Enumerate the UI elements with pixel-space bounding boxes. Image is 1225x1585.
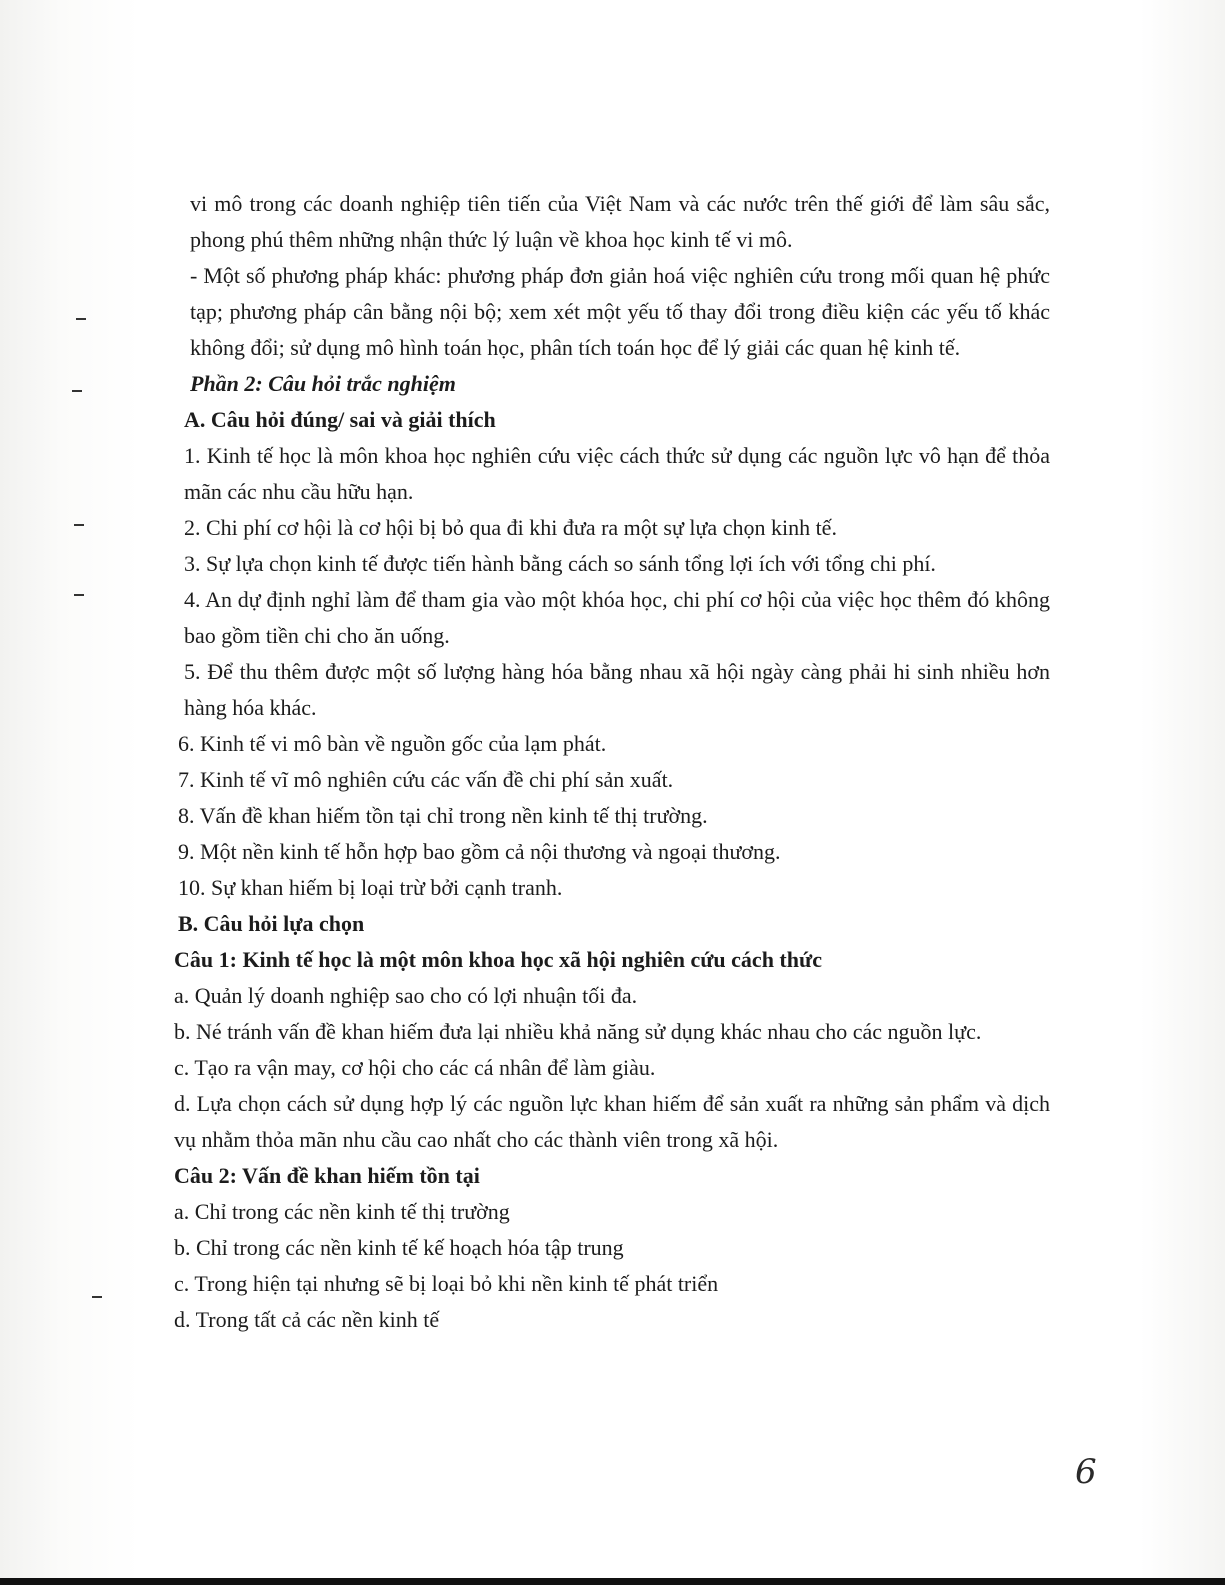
true-false-item: 9. Một nền kinh tế hỗn hợp bao gồm cả nội thương và ngoại thương. bbox=[178, 839, 781, 864]
question-1: Câu 1: Kinh tế học là một môn khoa học xã hội nghiên cứu cách thức bbox=[174, 947, 822, 972]
true-false-item: 1. Kinh tế học là môn khoa học nghiên cứu việc cách thức sử dụng các nguồn lực vô hạn để thỏa mãn các nhu cầu hữu hạn. bbox=[184, 443, 1050, 504]
question-1-option-d: d. Lựa chọn cách sử dụng hợp lý các nguồn lực khan hiếm để sản xuất ra những sản phẩm và dịch vụ nhằm thỏa mãn nhu cầu cao nhất cho các thành viên trong xã hội. bbox=[174, 1091, 1050, 1152]
intro-paragraph-1: vi mô trong các doanh nghiệp tiên tiến của Việt Nam và các nước trên thế giới để làm sâu sắc, phong phú thêm những nhận thức lý luận về khoa học kinh tế vi mô. bbox=[190, 191, 1050, 252]
true-false-item: 4. An dự định nghỉ làm để tham gia vào một khóa học, chi phí cơ hội của việc học thêm đó không bao gồm tiền chi cho ăn uống. bbox=[184, 587, 1050, 648]
question-2-option-d: d. Trong tất cả các nền kinh tế bbox=[174, 1307, 440, 1332]
true-false-item: 6. Kinh tế vi mô bàn về nguồn gốc của lạm phát. bbox=[178, 731, 607, 756]
part2-heading: Phần 2: Câu hỏi trắc nghiệm bbox=[190, 371, 456, 396]
question-2-option-c: c. Trong hiện tại nhưng sẽ bị loại bỏ khi nền kinh tế phát triển bbox=[174, 1271, 719, 1296]
margin-mark bbox=[92, 1296, 102, 1298]
true-false-item: 10. Sự khan hiếm bị loại trừ bởi cạnh tranh. bbox=[178, 875, 563, 900]
scan-edge bbox=[0, 1578, 1225, 1585]
question-1-option-b: b. Né tránh vấn đề khan hiếm đưa lại nhiều khả năng sử dụng khác nhau cho các nguồn lực. bbox=[174, 1019, 982, 1044]
true-false-item: 8. Vấn đề khan hiếm tồn tại chỉ trong nền kinh tế thị trường. bbox=[178, 803, 708, 828]
section-a-heading: A. Câu hỏi đúng/ sai và giải thích bbox=[184, 407, 496, 432]
true-false-item: 7. Kinh tế vĩ mô nghiên cứu các vấn đề chi phí sản xuất. bbox=[178, 767, 674, 792]
true-false-item: 3. Sự lựa chọn kinh tế được tiến hành bằng cách so sánh tổng lợi ích với tổng chi phí. bbox=[184, 551, 936, 576]
margin-mark bbox=[74, 524, 84, 526]
question-1-option-a: a. Quản lý doanh nghiệp sao cho có lợi nhuận tối đa. bbox=[174, 983, 638, 1008]
intro-paragraph-2: - Một số phương pháp khác: phương pháp đơn giản hoá việc nghiên cứu trong mối quan hệ phức tạp; phương pháp cân bằng nội bộ; xem xét một yếu tố thay đổi trong điều kiện các yếu tố khác không đổi; sử dụng mô hình toán học, phân tích toán học để lý giải các quan hệ kinh tế. bbox=[190, 263, 1050, 360]
question-1-option-c: c. Tạo ra vận may, cơ hội cho các cá nhân để làm giàu. bbox=[174, 1055, 656, 1080]
section-b-heading: B. Câu hỏi lựa chọn bbox=[178, 911, 365, 936]
true-false-item: 2. Chi phí cơ hội là cơ hội bị bỏ qua đi khi đưa ra một sự lựa chọn kinh tế. bbox=[184, 515, 837, 540]
margin-mark bbox=[74, 594, 84, 596]
question-2: Câu 2: Vấn đề khan hiếm tồn tại bbox=[174, 1163, 480, 1188]
question-2-option-a: a. Chỉ trong các nền kinh tế thị trường bbox=[174, 1199, 510, 1224]
margin-mark bbox=[72, 390, 82, 392]
document-content bbox=[170, 186, 1050, 1338]
page-number: 6 bbox=[1075, 1452, 1097, 1492]
question-2-option-b: b. Chỉ trong các nền kinh tế kế hoạch hóa tập trung bbox=[174, 1235, 624, 1260]
true-false-item: 5. Để thu thêm được một số lượng hàng hóa bằng nhau xã hội ngày càng phải hi sinh nhiều hơn hàng hóa khác. bbox=[184, 659, 1050, 720]
margin-mark bbox=[76, 318, 86, 320]
